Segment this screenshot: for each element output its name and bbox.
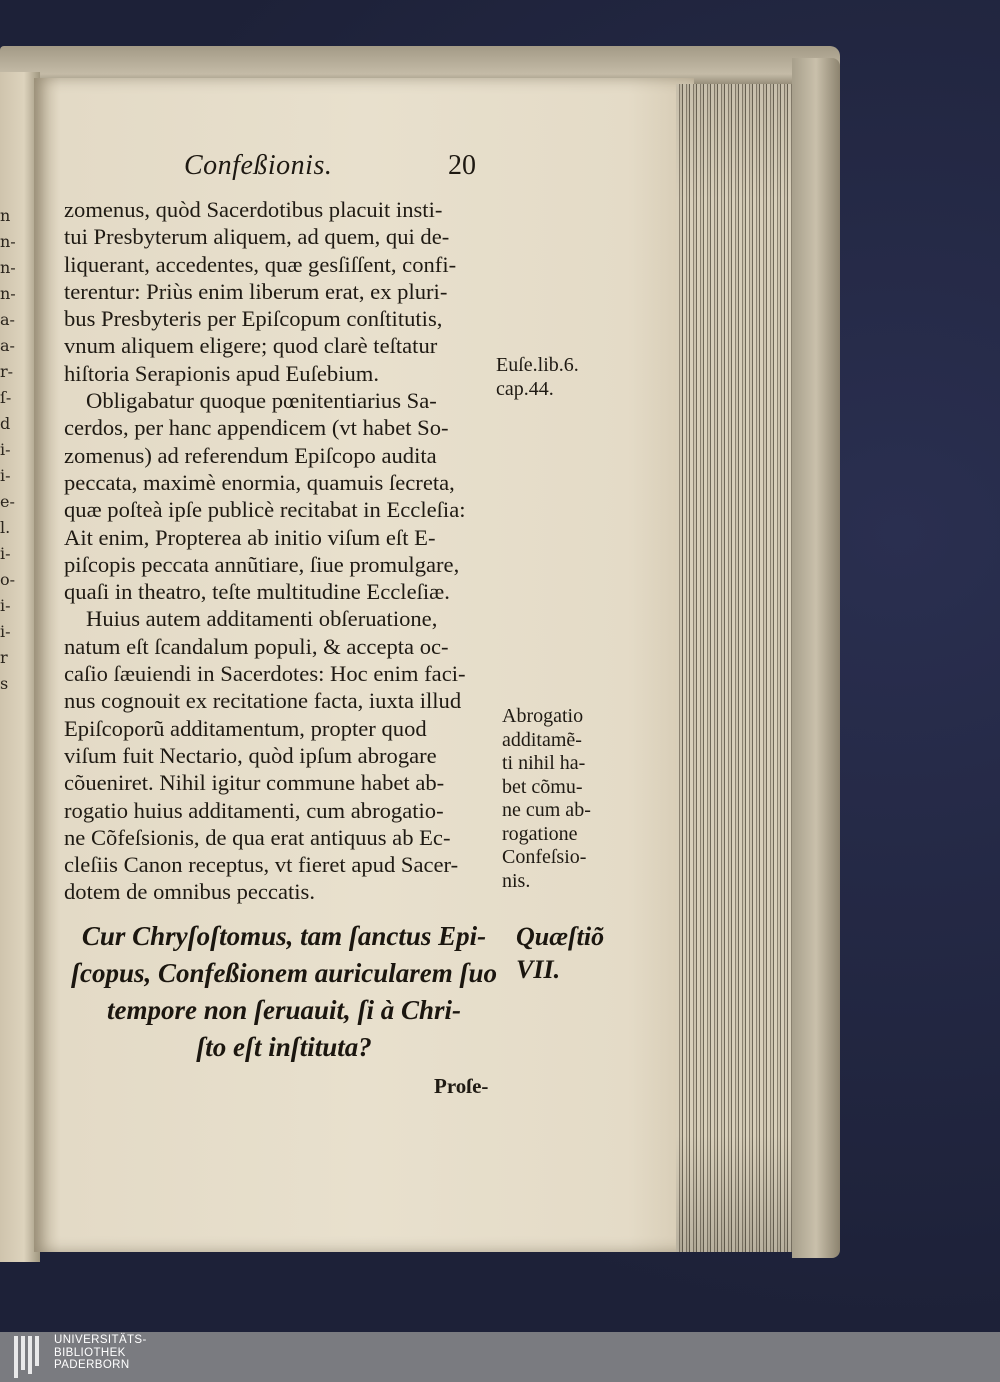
- body-line: piſcopis peccata annũtiare, ſiue promulgare,: [64, 551, 460, 577]
- body-line: quaſi in theatro, teſte multitudine Eccleſiæ.: [64, 579, 450, 605]
- left-page-fragment: a-: [0, 336, 15, 355]
- page-number: 20: [448, 150, 476, 181]
- margin-note-line: ne cum ab-: [502, 799, 591, 821]
- left-page-fragment: l.: [0, 518, 11, 537]
- margin-note-reference: [496, 354, 579, 401]
- question-title-line: Cur Chryſoſtomus, tam ſanctus Epi-: [81, 921, 487, 951]
- body-line: Obligabatur quoque pœnitentiarius Sa-: [86, 388, 437, 414]
- left-page-fragment: o-: [0, 570, 16, 589]
- body-line: terentur: Priùs enim liberum erat, ex pluri-: [64, 278, 448, 304]
- margin-note-line: additamẽ-: [502, 728, 582, 751]
- left-page-fragment: i-: [0, 544, 11, 563]
- running-head: Confeßionis.: [184, 150, 333, 181]
- body-line: liquerant, accedentes, quæ gesſiſſent, confi-: [64, 251, 457, 277]
- page-edges-shadow: [676, 84, 792, 1252]
- margin-note-line: nis.: [502, 869, 531, 892]
- left-page-fragment: n-: [0, 284, 16, 303]
- body-line: nus cognouit ex recitatione facta, iuxta illud: [64, 688, 462, 714]
- body-line: Epiſcoporũ additamentum, propter quod: [64, 715, 427, 741]
- question-title-line: ſto eſt inſtituta?: [196, 1032, 372, 1062]
- question-label-line: VII.: [516, 955, 561, 984]
- margin-note-line: Confeſsio-: [502, 846, 587, 868]
- left-page-fragment: i-: [0, 440, 11, 459]
- library-logo-icon: [14, 1336, 46, 1378]
- logo-line: BIBLIOTHEK: [54, 1346, 126, 1359]
- catchword: Proſe-: [434, 1074, 489, 1098]
- margin-note-line: bet cõmu-: [502, 775, 583, 798]
- question-label: [516, 920, 604, 986]
- question-title-line: tempore non ſeruauit, ſi à Chri-: [106, 995, 462, 1025]
- margin-note-line: cap.44.: [496, 377, 554, 400]
- body-line: cerdos, per hanc appendicem (vt habet So-: [64, 415, 449, 441]
- left-page-fragment: r: [0, 648, 8, 667]
- body-line: natum eſt ſcandalum populi, & accepta oc-: [64, 633, 449, 659]
- body-line: dotem de omnibus peccatis.: [64, 879, 315, 905]
- left-page-fragment: i-: [0, 466, 11, 485]
- left-page-fragment: n: [0, 206, 11, 225]
- question-title-line: ſcopus, Confeßionem auricularem ſuo: [70, 958, 498, 988]
- margin-note-line: Abrogatio: [502, 705, 584, 727]
- body-line: viſum fuit Nectario, quòd ipſum abrogare: [64, 742, 437, 768]
- body-line: hiſtoria Serapionis apud Euſebium.: [64, 360, 379, 386]
- body-line: quæ poſteà ipſe publicè recitabat in Eccleſia:: [64, 497, 466, 523]
- body-line: tui Presbyterum aliquem, ad quem, qui de-: [64, 224, 450, 250]
- body-line: rogatio huius additamenti, cum abrogatio-: [64, 797, 444, 823]
- logo-line: PADERBORN: [54, 1359, 130, 1371]
- book-cover-edge: [792, 58, 840, 1258]
- left-page-fragment: a-: [0, 310, 15, 329]
- left-page-fragment: i-: [0, 622, 11, 641]
- body-line: zomenus) ad referendum Epiſcopo audita: [64, 442, 437, 468]
- left-page-fragment: i-: [0, 596, 11, 615]
- body-line: ne Cõfeſsionis, de qua erat antiquus ab Ec-: [64, 824, 451, 850]
- left-page-fragment: r-: [0, 362, 14, 381]
- left-page-fragment: ſ-: [0, 388, 12, 407]
- margin-note-line: rogatione: [502, 822, 578, 845]
- body-text: [64, 196, 504, 906]
- margin-note-abrogatio: [502, 705, 591, 893]
- body-line: Ait enim, Propterea ab initio viſum eſt E-: [64, 524, 436, 550]
- library-logo-text: [54, 1334, 147, 1372]
- body-line: Huius autem additamenti obſeruatione,: [86, 606, 438, 632]
- body-line: bus Presbyteris per Epiſcopum conſtitutis,: [64, 306, 443, 332]
- left-page-fragment: n-: [0, 232, 16, 251]
- body-line: cõueniret. Nihil igitur commune habet ab-: [64, 770, 445, 796]
- body-line: peccata, maximè enormia, quamuis ſecreta,: [64, 469, 455, 495]
- left-page-fragment: s: [0, 674, 9, 693]
- left-page-fragment: e-: [0, 492, 15, 511]
- left-page-fragment: d: [0, 414, 11, 433]
- body-line: vnum aliquem eligere; quod clarè teſtatur: [64, 333, 438, 359]
- body-line: zomenus, quòd Sacerdotibus placuit insti-: [64, 197, 443, 222]
- footer-bar: [0, 1332, 1000, 1382]
- left-page-fragment: n-: [0, 258, 16, 277]
- margin-note-line: ti nihil ha-: [502, 752, 586, 774]
- body-line: caſio ſæuiendi in Sacerdotes: Hoc enim faci-: [64, 661, 466, 687]
- question-label-line: Quæſtiõ: [516, 922, 605, 951]
- margin-note-line: Euſe.lib.6.: [496, 354, 579, 376]
- body-line: cleſiis Canon receptus, vt fieret apud Sacer-: [64, 852, 459, 878]
- logo-line: UNIVERSITÄTS-: [54, 1334, 147, 1346]
- question-title: [64, 918, 504, 1066]
